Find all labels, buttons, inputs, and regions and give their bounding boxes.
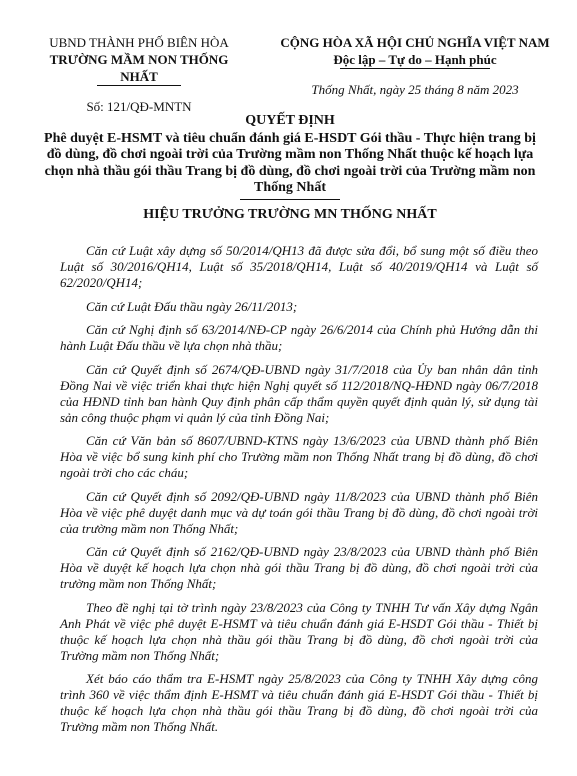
legal-basis-section — [60, 243, 538, 743]
agency-underline — [97, 85, 181, 86]
legal-basis-paragraph: Căn cứ Luật xây dựng số 50/2014/QH13 đã được sửa đổi, bổ sung một số điều theo Luật số 30/2016/QH14, Luật số 35/2018/QH14, Luật số 40/2019/QH14 và Luật số 62/2020/QH14; — [60, 243, 538, 290]
legal-basis-paragraph: Căn cứ Quyết định số 2674/QĐ-UBND ngày 31/7/2018 của Ủy ban nhân dân tỉnh Đồng Nai về việc triển khai thực hiện Nghị quyết số 112/2018/NQ-HĐND ngày 06/7/2018 của HĐND tỉnh ban hành Quy định phân cấp thẩm quyền quyết định quản lý, sử dụng tài sản công thuộc phạm vi quản lý của tỉnh Đồng Nai; — [60, 361, 538, 425]
legal-basis-paragraph: Theo đề nghị tại tờ trình ngày 23/8/2023 của Công ty TNHH Tư vấn Xây dựng Ngân Anh Phát về việc phê duyệt E-HSMT và tiêu chuẩn đánh giá E-HSDT Gói thầu - Thiết bị thuộc kế hoạch lựa chọn nhà thầu gói thầu Trang bị đồ dùng, đồ chơi ngoài trời của Trường mầm non Thống Nhất; — [60, 599, 538, 663]
legal-basis-paragraph: Xét báo cáo thẩm tra E-HSMT ngày 25/8/2023 của Công ty TNHH Xây dựng công trình 360 về việc thẩm định E-HSMT và tiêu chuẩn đánh giá E-HSDT Gói thầu - Thiết bị thuộc kế hoạch lựa chọn nhà thầu gói thầu Trang bị đồ dùng, đồ chơi ngoài trời của Trường mầm non Thống Nhất. — [60, 671, 538, 734]
issuing-agency-block — [34, 34, 244, 115]
legal-basis-paragraph: Căn cứ Văn bản số 8607/UBND-KTNS ngày 13/6/2023 của UBND thành phố Biên Hòa về việc bổ sung kinh phí cho Trường mầm non Thống Nhất trang bị đồ dùng, đồ chơi ngoài trời cho các cháu; — [60, 433, 538, 480]
national-motto-block — [272, 34, 558, 98]
document-type: QUYẾT ĐỊNH — [245, 113, 335, 128]
decision-subject: Phê duyệt E-HSMT và tiêu chuẩn đánh giá E-HSDT Gói thầu - Thực hiện trang bị đồ dùng, đồ chơi ngoài trời của Trường mầm non Thống Nhất thuộc kế hoạch lựa chọn nhà thầu gói thầu Trang bị đồ dùng, đồ chơi ngoài trời của Trường mầm non Thống Nhất — [44, 130, 536, 195]
organization-name: TRƯỜNG MẦM NON THỐNG NHẤT — [49, 52, 229, 84]
title-underline — [240, 199, 340, 200]
decision-title-block — [40, 113, 540, 200]
legal-basis-paragraph: Căn cứ Nghị định số 63/2014/NĐ-CP ngày 26/6/2014 của Chính phủ Hướng dẫn thi hành Luật Đấu thầu về lựa chọn nhà thầu; — [60, 322, 538, 353]
motto: Độc lập – Tự do – Hạnh phúc — [333, 52, 497, 67]
document-date: Thống Nhất, ngày 25 tháng 8 năm 2023 — [311, 82, 519, 97]
legal-basis-paragraph: Căn cứ Luật Đấu thầu ngày 26/11/2013; — [86, 298, 298, 314]
nation-name: CỘNG HÒA XÃ HỘI CHỦ NGHĨA VIỆT NAM — [280, 35, 550, 50]
document-number: Số: 121/QĐ-MNTN — [86, 99, 192, 114]
parent-organization: UBND THÀNH PHỐ BIÊN HÒA — [49, 35, 229, 50]
legal-basis-paragraph: Căn cứ Quyết định số 2092/QĐ-UBND ngày 11/8/2023 của UBND thành phố Biên Hòa về việc phê duyệt danh mục và dự toán gói thầu Trang bị đồ dùng, đồ chơi ngoài trời của trường mầm non Thống Nhất; — [60, 488, 538, 536]
issuer-title: HIỆU TRƯỞNG TRƯỜNG MN THỐNG NHẤT — [143, 207, 437, 222]
legal-basis-paragraph: Căn cứ Quyết định số 2162/QĐ-UBND ngày 23/8/2023 của UBND thành phố Biên Hòa về duyệt kế hoạch lựa chọn nhà gói thầu Trang bị đồ dùng, đồ chơi ngoài trời của trường mầm non Thống Nhất; — [60, 544, 538, 591]
motto-underline — [340, 68, 490, 69]
